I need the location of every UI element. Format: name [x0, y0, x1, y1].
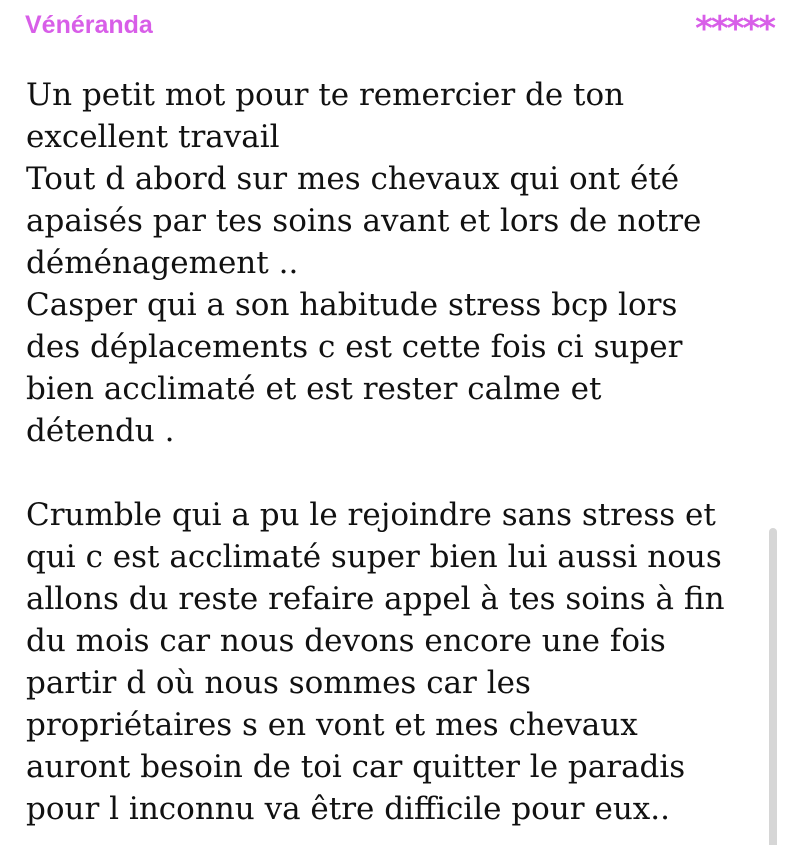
review-header: [0, 0, 799, 60]
rating-stars: *****: [695, 9, 774, 49]
review-author[interactable]: Vénéranda: [25, 11, 153, 39]
scrollbar[interactable]: [769, 528, 777, 845]
review-text: Un petit mot pour te remercier de ton excellent travail Tout d abord sur mes chevaux qui ont été apaisés par tes soins avant et lors de notre déménagement .. Casper qui a son habitude stress bcp lors des déplacements c est cette fois ci super bien acclimaté et est rester calme et détendu . Crumble qui a pu le rejoindre sans stress et qui c est acclimaté super bien lui aussi nous allons du reste refaire appel à tes soins à fin du mois car nous devons encore une fois partir d où nous sommes car les propriétaires s en vont et mes chevaux auront besoin de toi car quitter le paradis pour l inconnu va être difficile pour eux..: [26, 77, 725, 827]
